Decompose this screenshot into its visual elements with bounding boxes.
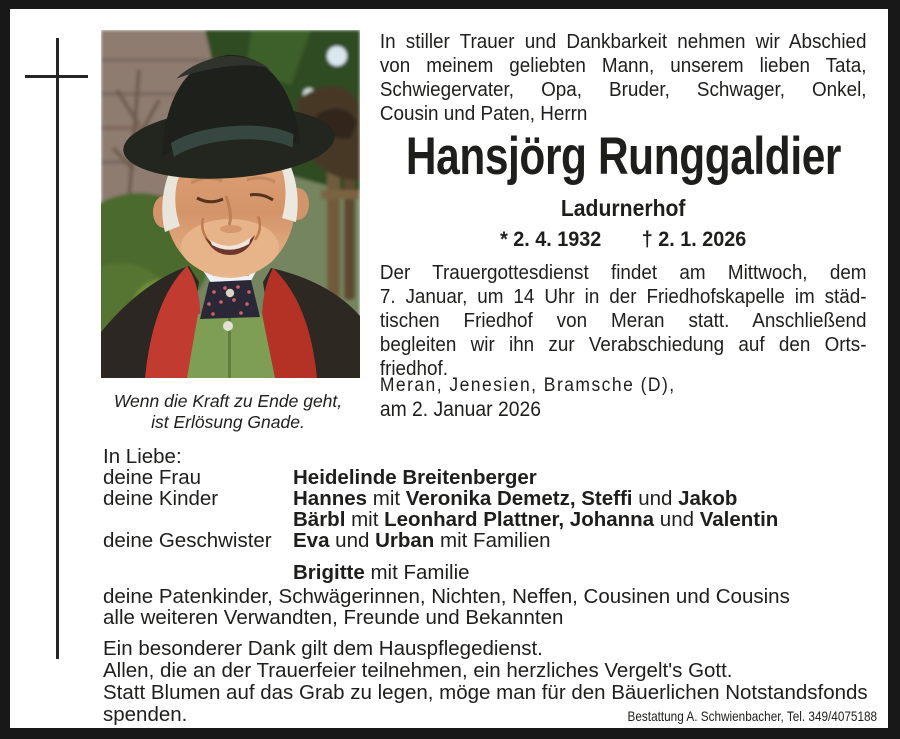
- memorial-quote: [91, 391, 365, 433]
- family-relation-label: deine Kinder: [103, 487, 219, 510]
- farewell-block: [103, 446, 883, 583]
- thanks-paragraph-line: spenden.: [103, 703, 188, 726]
- undertaker-credit: Bestattung A. Schwienbacher, Tel. 349/4075188: [627, 708, 877, 724]
- family-relation-label: [103, 562, 293, 583]
- family-relation-label: [103, 509, 293, 530]
- life-dates: [378, 227, 868, 252]
- intro-paragraph-line: von meinem geliebten Mann, unserem lieben Tata,: [379, 54, 867, 77]
- family-names: Brigitte mit Familie: [293, 561, 470, 584]
- family-row: [103, 509, 883, 530]
- farm-name: Ladurnerhof: [560, 195, 686, 221]
- intro-paragraph-line: Cousin und Paten, Herrn: [379, 102, 588, 125]
- family-names: Eva und Urban mit Familien: [293, 529, 551, 552]
- family-row: [103, 562, 883, 583]
- service-paragraph-line: friedhof.: [379, 357, 448, 380]
- farewell-heading: In Liebe:: [103, 445, 182, 468]
- service-paragraph-line: Der Trauergottesdienst findet am Mittwoch, dem: [379, 261, 867, 284]
- family-relation-label: deine Geschwister: [103, 529, 272, 552]
- service-paragraph-line: tischen Friedhof von Meran statt. Anschließend: [379, 309, 867, 332]
- relatives-lines-line: deine Patenkinder, Schwägerinnen, Nichten, Neffen, Cousinen und Cousins: [103, 585, 790, 608]
- service-paragraph-line: begleiten wir ihn zur Verabschiedung auf den Orts-: [379, 333, 867, 356]
- obituary-card: [10, 9, 888, 728]
- intro-paragraph-line: Schwiegervater, Opa, Bruder, Schwager, Onkel,: [379, 78, 867, 101]
- family-names: Heidelinde Breitenberger: [293, 466, 537, 489]
- relatives-lines: [103, 586, 885, 628]
- relatives-and-thanks: [103, 586, 885, 726]
- intro-paragraph: [380, 30, 867, 126]
- family-names: Hannes mit Veronika Demetz, Steffi und Jakob: [293, 487, 738, 510]
- memorial-cross-icon: [25, 75, 88, 78]
- family-rows: [103, 467, 883, 583]
- deceased-name: Hansjörg Runggaldier: [405, 127, 841, 186]
- relatives-lines-line: alle weiteren Verwandten, Freunde und Bekannten: [103, 606, 564, 629]
- portrait-photo: [101, 30, 360, 378]
- death-date: † 2. 1. 2026: [641, 227, 747, 251]
- intro-paragraph-line: In stiller Trauer und Dankbarkeit nehmen wir Abschied: [379, 30, 867, 53]
- thanks-paragraph-line: Allen, die an der Trauerfeier teilnehmen, ein herzliches Vergelt's Gott.: [103, 659, 733, 682]
- family-row: [103, 530, 883, 551]
- birth-date: * 2. 4. 1932: [500, 227, 602, 251]
- family-names: Bärbl mit Leonhard Plattner, Johanna und Valentin: [293, 508, 779, 531]
- deceased-name-row: [378, 128, 868, 186]
- family-row: [103, 488, 883, 509]
- quote-line: ist Erlösung Gnade.: [151, 412, 305, 432]
- family-relation-label: deine Frau: [103, 466, 202, 489]
- quote-line: Wenn die Kraft zu Ende geht,: [113, 391, 343, 411]
- places-line: Meran, Jenesien, Bramsche (D),: [379, 375, 676, 396]
- family-row: [103, 467, 883, 488]
- memorial-cross-icon: [56, 38, 59, 659]
- service-paragraph: [380, 261, 867, 381]
- thanks-paragraph-line: Statt Blumen auf das Grab zu legen, möge man für den Bäuerlichen Notstandsfonds: [103, 681, 868, 704]
- date-line: am 2. Januar 2026: [379, 398, 541, 421]
- service-paragraph-line: 7. Januar, um 14 Uhr in der Friedhofskapelle im städ-: [379, 285, 867, 308]
- thanks-paragraph-line: Ein besonderer Dank gilt dem Hauspflegedienst.: [103, 637, 543, 660]
